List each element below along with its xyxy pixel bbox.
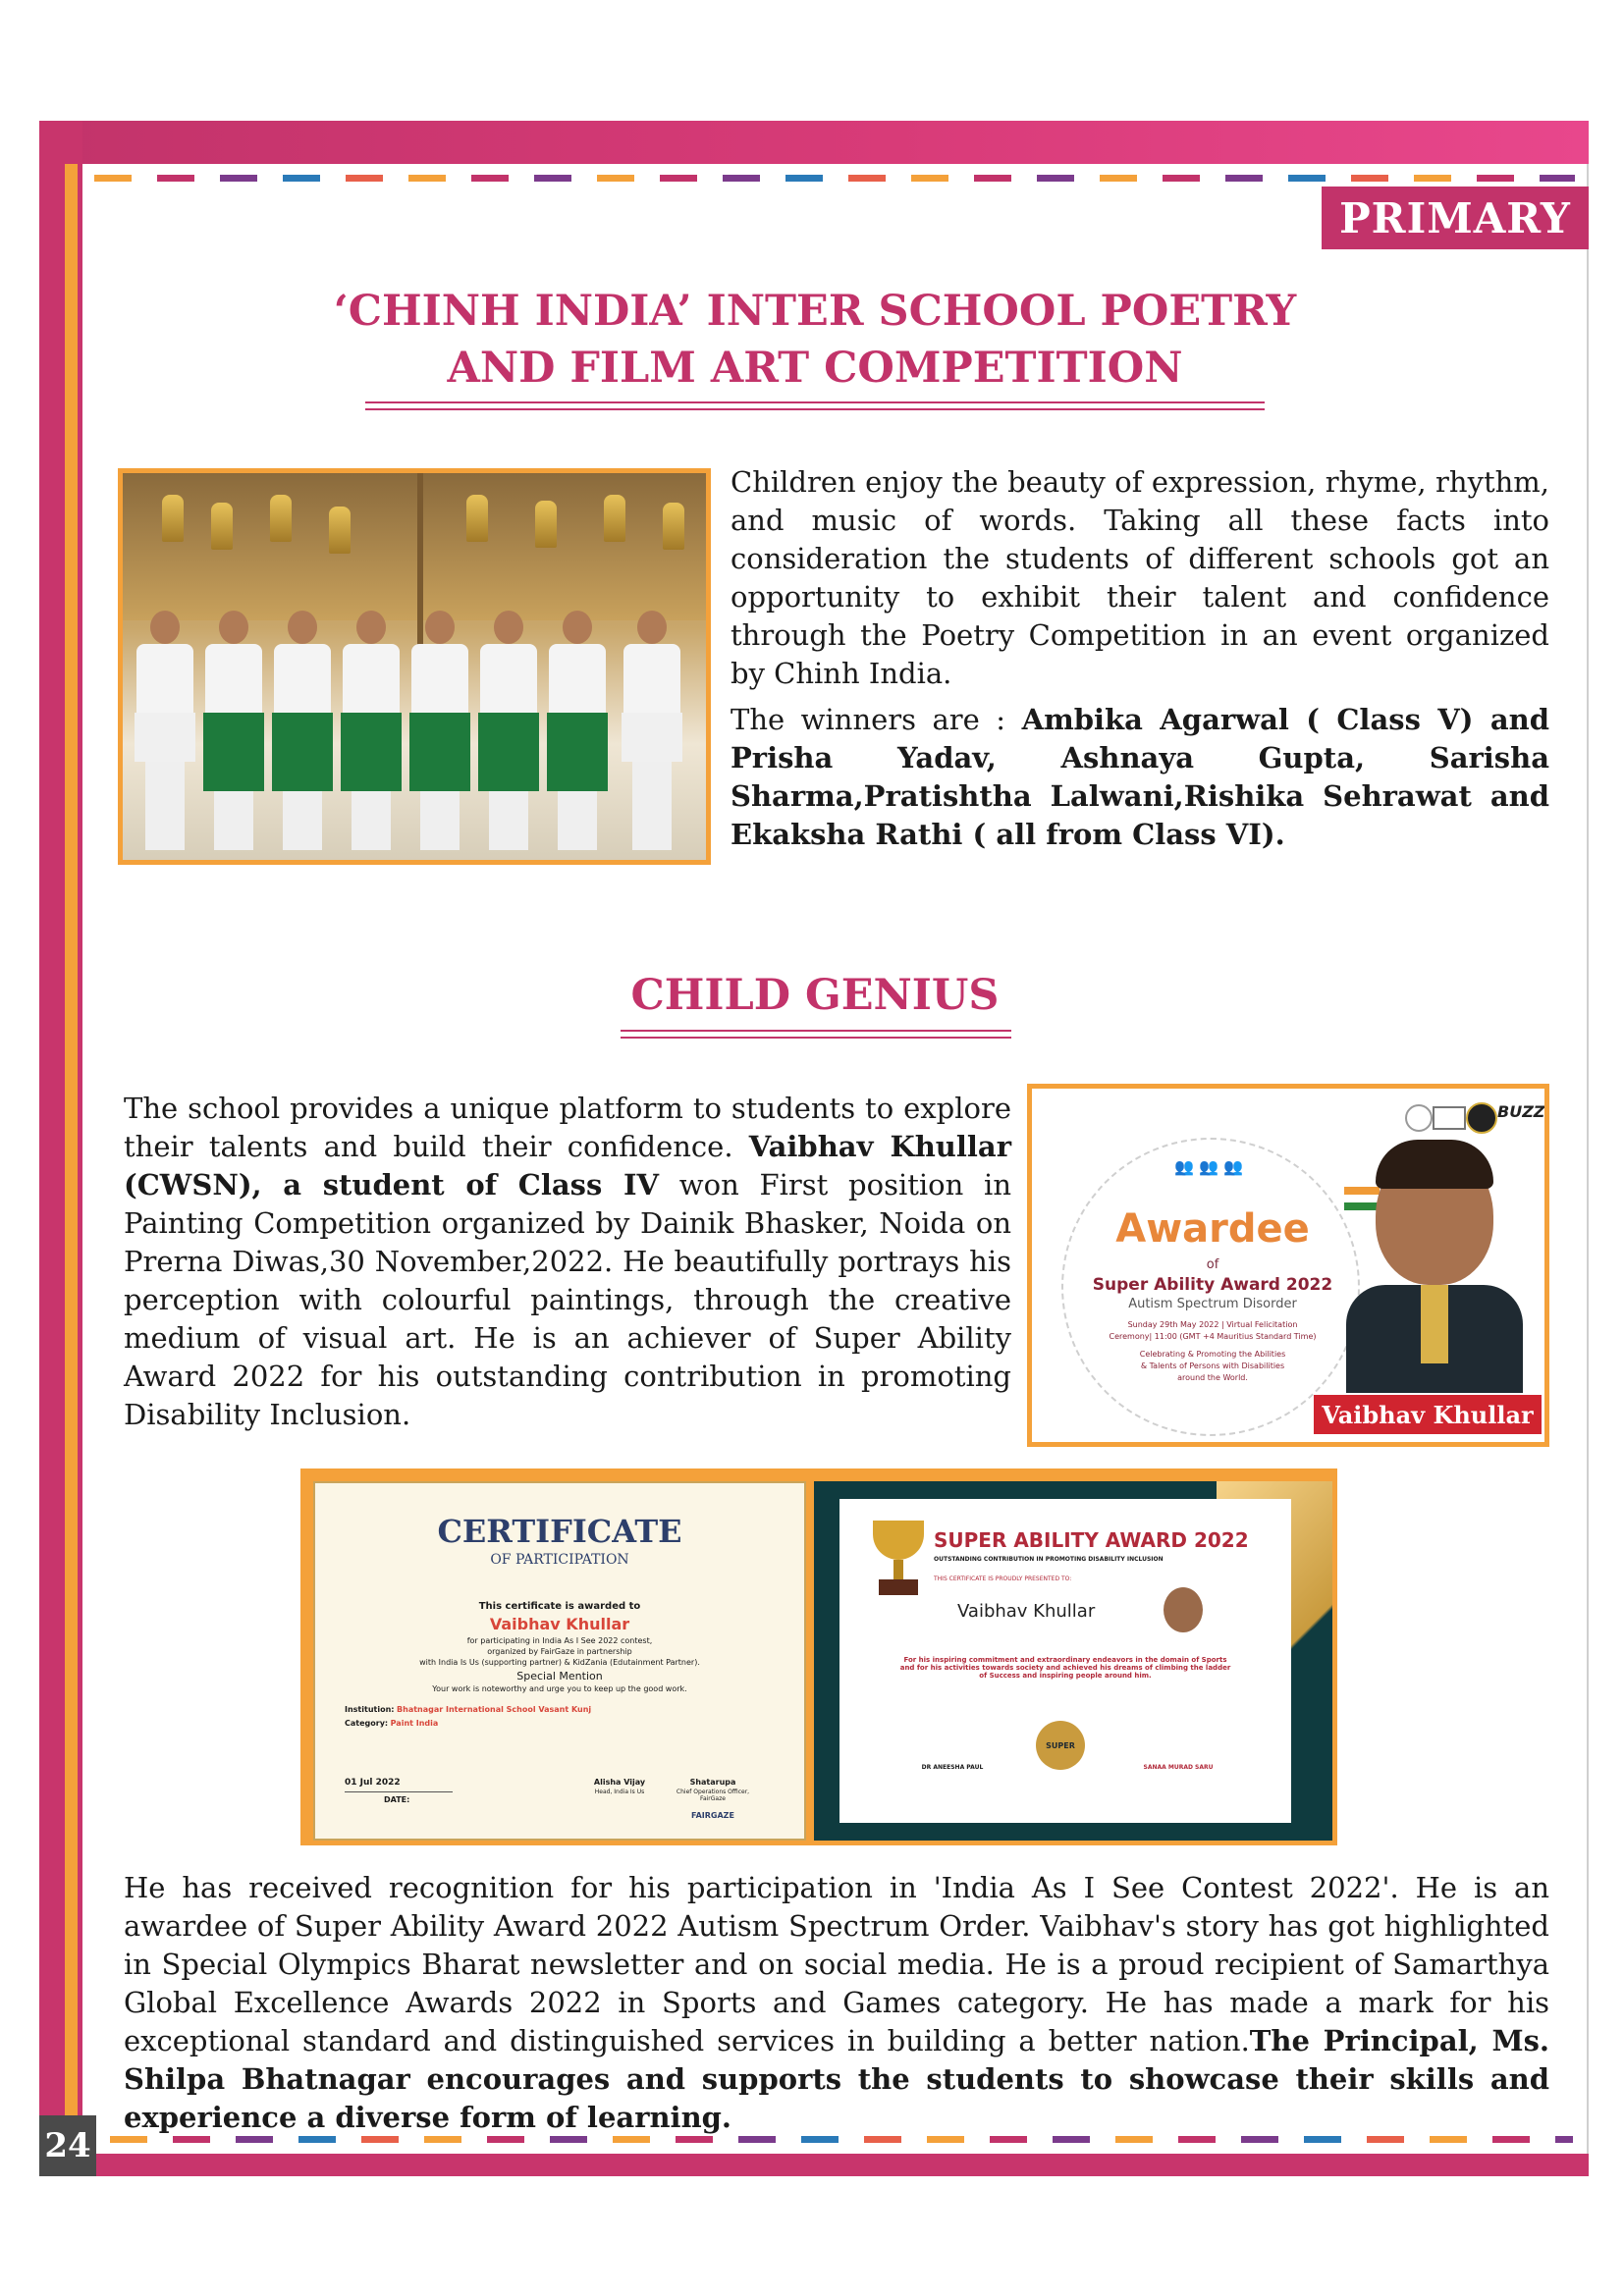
cert1-sign1-name: Alisha Vijay: [593, 1778, 646, 1787]
dash-segment: [487, 2136, 524, 2143]
cert1-date-label: DATE:: [384, 1795, 410, 1804]
dash-segment: [1115, 2136, 1153, 2143]
dash-segment: [298, 2136, 336, 2143]
super-ability-certificate: [814, 1481, 1334, 1841]
awardee-card: [1027, 1084, 1549, 1447]
students-photo: [118, 468, 711, 865]
cert1-sign2-name: Shatarupa: [689, 1778, 736, 1787]
dash-segment: [1367, 2136, 1404, 2143]
bottom-frame-bar: [39, 2154, 1589, 2176]
dash-segment: [676, 2136, 713, 2143]
award-category: Autism Spectrum Disorder: [1128, 1297, 1297, 1311]
dash-segment: [1477, 175, 1514, 182]
participation-certificate: [313, 1481, 806, 1841]
dash-segment: [550, 2136, 587, 2143]
cert1-awarded-to: This certificate is awarded to: [478, 1601, 641, 1612]
dash-segment: [660, 175, 697, 182]
dash-segment: [361, 2136, 399, 2143]
boy-portrait: [1356, 1148, 1513, 1393]
award-celebrate-line2: & Talents of Persons with Disabilities: [1140, 1362, 1285, 1370]
dash-segment: [157, 175, 194, 182]
bottom-dash-divider: [110, 2136, 1573, 2143]
winners-paragraph: [731, 701, 1549, 854]
dash-segment: [1178, 2136, 1216, 2143]
dash-segment: [283, 175, 320, 182]
logo-icon: [1433, 1106, 1466, 1130]
dash-segment: [534, 175, 571, 182]
certificates-strip: [300, 1468, 1337, 1845]
dash-segment: [785, 175, 823, 182]
trophy-icon: [604, 495, 625, 542]
dash-segment: [927, 2136, 964, 2143]
cert1-category-row: [345, 1719, 777, 1728]
dash-segment: [1492, 2136, 1530, 2143]
dash-segment: [424, 2136, 461, 2143]
logo-icon: [1466, 1102, 1497, 1134]
cert1-heading: CERTIFICATE: [437, 1513, 682, 1550]
dash-segment: [1351, 175, 1388, 182]
dash-segment: [1037, 175, 1074, 182]
awardee-name-tag: Vaibhav Khullar: [1314, 1395, 1542, 1434]
trophy-icon: [270, 495, 292, 542]
cert1-name: Vaibhav Khullar: [489, 1615, 630, 1633]
section-badge: PRIMARY: [1322, 187, 1589, 249]
dash-segment: [848, 175, 886, 182]
logo-icon: [1405, 1104, 1433, 1132]
dash-segment: [110, 2136, 147, 2143]
cert1-subheading: OF PARTICIPATION: [490, 1552, 629, 1568]
dash-segment: [990, 2136, 1027, 2143]
trophy-icon: [162, 495, 184, 542]
dash-segment: [801, 2136, 839, 2143]
dash-segment: [1053, 2136, 1090, 2143]
cert1-mention: Special Mention: [516, 1670, 603, 1682]
dash-segment: [864, 2136, 901, 2143]
genius-text-bold: Vaibhav Khullar (CWSN), a student of Class IV: [124, 1130, 1011, 1201]
cert1-institution-row: [345, 1705, 777, 1714]
cert1-sign1-role: Head, India Is Us: [594, 1789, 645, 1795]
cert2-name: Vaibhav Khullar: [957, 1601, 1096, 1622]
fairgaze-logo: FAIRGAZE: [691, 1811, 734, 1820]
trophy-icon: [535, 501, 557, 548]
section1-title-line1: ‘CHINH INDIA’ INTER SCHOOL POETRY: [333, 287, 1297, 336]
award-name: Super Ability Award 2022: [1092, 1275, 1333, 1295]
cert2-sign1: DR ANEESHA PAUL: [921, 1764, 984, 1771]
cert1-sign2-role: Chief Operations Officer, FairGaze: [676, 1789, 750, 1802]
dash-segment: [723, 175, 760, 182]
dash-segment: [1225, 175, 1263, 182]
dash-segment: [471, 175, 509, 182]
cert1-line2: organized by FairGaze in partnership: [487, 1647, 632, 1656]
section1-title-line2: AND FILM ART COMPETITION: [447, 344, 1183, 393]
awardee-word: Awardee: [1115, 1206, 1310, 1252]
dash-segment: [1241, 2136, 1278, 2143]
cert1-category: Paint India: [390, 1719, 439, 1728]
winners-names: Ambika Agarwal ( Class V) and Prisha Yadav, Ashnaya Gupta, Sarisha Sharma,Pratishtha Lalwani,Rishika Sehrawat and Ekaksha Rathi ( all from Class VI).: [731, 703, 1549, 851]
cert2-subheading: OUTSTANDING CONTRIBUTION IN PROMOTING DISABILITY INCLUSION: [934, 1556, 1164, 1563]
principal-text: The Principal, Ms. Shilpa Bhatnagar encourages and supports the students to showcase their skills and experience a diverse form of learning.: [124, 2024, 1550, 2134]
winners-intro: The winners are :: [731, 703, 1022, 736]
medal-icon: [1036, 1721, 1085, 1770]
student-figure: [136, 611, 193, 850]
left-orange-stripe: [65, 164, 78, 2147]
cert1-institution: Bhatnagar International School Vasant Kunj: [397, 1705, 592, 1714]
trophy-icon: [466, 495, 488, 542]
right-frame-line: [1587, 164, 1589, 2154]
cert2-medal-label: SUPER: [1046, 1740, 1075, 1750]
dash-segment: [173, 2136, 210, 2143]
cert1-date: 01 Jul 2022: [345, 1778, 401, 1788]
student-figure: [343, 611, 400, 850]
student-figure: [480, 611, 537, 850]
dash-segment: [1288, 175, 1326, 182]
cert2-presented: THIS CERTIFICATE IS PROUDLY PRESENTED TO:: [934, 1575, 1072, 1582]
cert1-category-label: Category:: [345, 1719, 389, 1728]
dash-segment: [738, 2136, 776, 2143]
cert1-remark: Your work is noteworthy and urge you to keep up the good work.: [432, 1684, 687, 1693]
award-of: of: [1206, 1257, 1219, 1272]
dash-segment: [220, 175, 257, 182]
section2-underline-2: [621, 1037, 1011, 1039]
award-event-line1: Sunday 29th May 2022 | Virtual Felicitation: [1127, 1320, 1298, 1329]
dash-segment: [974, 175, 1011, 182]
buzz-logo-icon: BUZZ: [1497, 1102, 1545, 1121]
student-figure: [205, 611, 262, 850]
dash-segment: [346, 175, 383, 182]
dash-segment: [1555, 2136, 1573, 2143]
cert2-body: For his inspiring commitment and extraordinary endeavors in the domain of Sports and for his activities towards society and achieved his dreams of climbing the ladder of Success and inspiring people around him.: [899, 1656, 1231, 1680]
student-figure: [549, 611, 606, 850]
dash-segment: [1430, 2136, 1467, 2143]
cert1-date-line: [345, 1791, 453, 1792]
child-genius-paragraph: [124, 1090, 1011, 1434]
trophy-icon: [663, 503, 684, 550]
genius-text-a: The school provides a unique platform to students to explore their talents and build their confidence.: [124, 1092, 1011, 1163]
page-number: 24: [39, 2115, 96, 2176]
top-frame-bar: [39, 121, 1589, 164]
dash-segment: [613, 2136, 650, 2143]
cert2-panel: [839, 1499, 1291, 1823]
dash-segment: [1540, 175, 1575, 182]
title-underline: [365, 401, 1265, 403]
student-figure: [411, 611, 468, 850]
award-celebrate-line3: around the World.: [1177, 1373, 1248, 1382]
section2-title: CHILD GENIUS: [630, 971, 1000, 1020]
dash-segment: [236, 2136, 273, 2143]
cert1-institution-label: Institution:: [345, 1705, 395, 1714]
cert1-line3: with India Is Us (supporting partner) & KidZania (Edutainment Partner).: [419, 1658, 700, 1667]
dash-segment: [1100, 175, 1137, 182]
section1-paragraph: [731, 463, 1549, 693]
dash-segment: [94, 175, 132, 182]
section2-underline: [621, 1030, 1011, 1032]
award-celebrate-line1: Celebrating & Promoting the Abilities: [1139, 1350, 1286, 1359]
dash-segment: [408, 175, 446, 182]
cert1-line1: for participating in India As I See 2022 contest,: [466, 1636, 653, 1645]
dash-segment: [1163, 175, 1200, 182]
people-icon: 👥 👥 👥: [1174, 1157, 1243, 1176]
genius-text-b: won First position in Painting Competition organized by Dainik Bhasker, Noida on Prerna Diwas,30 November,2022. He beautifully portrays his perception with colourful paintings, through the creative medium of visual art. He is an achiever of Super Ability Award 2022 for his outstanding contribution in promoting Disability Inclusion.: [124, 1168, 1011, 1431]
cert2-heading: SUPER ABILITY AWARD 2022: [934, 1528, 1249, 1552]
student-figure: [274, 611, 331, 850]
cert2-photo: [1164, 1587, 1203, 1632]
dash-segment: [597, 175, 634, 182]
recognition-paragraph: [124, 1869, 1549, 2137]
section1-intro-text: Children enjoy the beauty of expression, rhyme, rhythm, and music of words. Taking all these facts into consideration the students of different schools got an opportunity to exhibit their talent and confidence through the Poetry Competition in an event organized by Chinh India.: [731, 465, 1549, 690]
trophy-icon: [869, 1521, 928, 1599]
title-underline-2: [365, 408, 1265, 410]
trophy-icon: [211, 503, 233, 550]
trophy-icon: [329, 507, 351, 554]
cert2-sign2: SANAA MURAD SARU: [1143, 1764, 1214, 1771]
recognition-text: He has received recognition for his participation in 'India As I See Contest 2022'. He is an awardee of Super Ability Award 2022 Autism Spectrum Order. Vaibhav's story has got highlighted in Special Olympics Bharat newsletter and on social media. He is a proud recipient of Samarthya Global Excellence Awards 2022 in Sports and Games category. He has made a mark for his exceptional standard and distinguished services in building a better nation.: [124, 1871, 1549, 2057]
top-dash-divider: [94, 175, 1575, 182]
dash-segment: [1304, 2136, 1341, 2143]
student-figure: [623, 611, 680, 850]
dash-segment: [911, 175, 948, 182]
award-event-line2: Ceremony| 11:00 (GMT +4 Mauritius Standard Time): [1109, 1332, 1317, 1341]
dash-segment: [1414, 175, 1451, 182]
section1-title: [295, 283, 1335, 397]
